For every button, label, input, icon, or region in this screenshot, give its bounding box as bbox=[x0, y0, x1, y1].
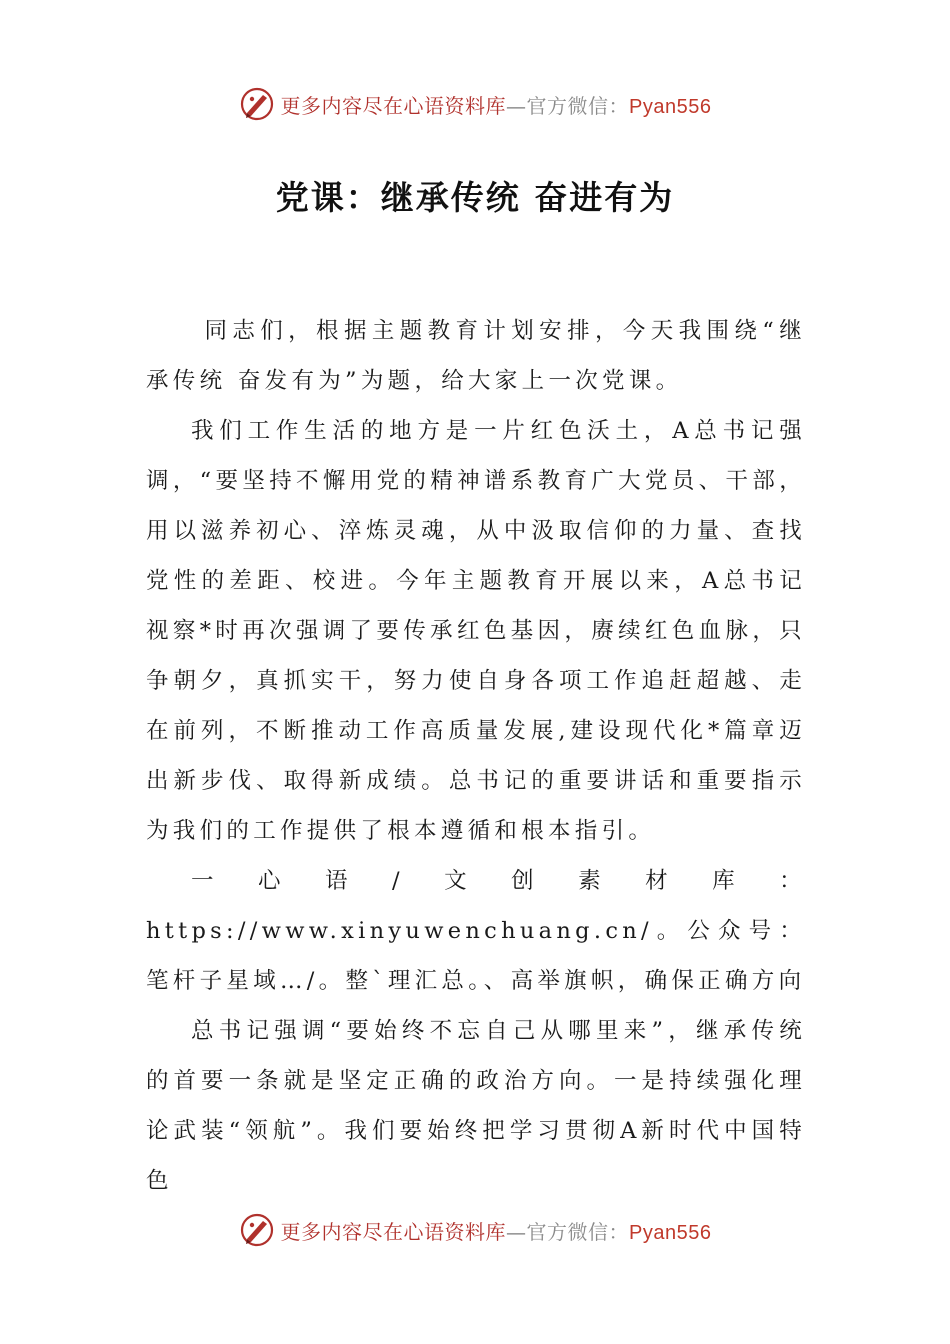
banner-main-text: 更多内容尽在心语资料库 bbox=[280, 93, 507, 118]
banner-text bbox=[281, 1216, 712, 1245]
banner-main-text: 更多内容尽在心语资料库 bbox=[280, 1219, 507, 1244]
document-title: 党课：继承传统 奋进有为 bbox=[275, 178, 675, 217]
banner-dash: — bbox=[506, 1219, 527, 1244]
banner-handle: Pyan556 bbox=[629, 95, 712, 118]
banner-wechat-label: 官方微信： bbox=[526, 93, 630, 118]
pen-logo-icon bbox=[239, 86, 275, 122]
paragraph: 我们工作生活的地方是一片红色沃土，A总书记强调，“要坚持不懈用党的精神谱系教育广大党员、干部，用以滋养初心、淬炼灵魂，从中汲取信仰的力量、查找党性的差距、校进。今年主题教育开展以来，A总书记视察*时再次强调了要传承红色基因，赓续红色血脉，只争朝夕，真抓实干，努力使自身各项工作追赶超越、走在前列，不断推动工作高质量发展,建设现代化*篇章迈出新步伐、取得新成绩。总书记的重要讲话和重要指示为我们的工作提供了根本遵循和根本指引。 bbox=[146, 418, 806, 844]
paragraph: 一心语/文创素材库：https://www.xinyuwenchuang.cn/。公众号：笔杆子星域…/。整`理汇总。、高举旗帜，确保正确方向 bbox=[146, 868, 806, 994]
banner-wechat-label: 官方微信： bbox=[526, 1219, 630, 1244]
banner-text bbox=[281, 90, 712, 119]
header-banner bbox=[0, 82, 950, 126]
banner-handle: Pyan556 bbox=[629, 1221, 712, 1244]
pen-logo-icon bbox=[239, 1212, 275, 1248]
footer-banner bbox=[0, 1208, 950, 1252]
banner-dash: — bbox=[506, 93, 527, 118]
paragraph: 总书记强调“要始终不忘自己从哪里来”，继承传统的首要一条就是坚定正确的政治方向。一是持续强化理论武装“领航”。我们要始终把学习贯彻A新时代中国特色 bbox=[146, 1018, 806, 1194]
paragraph: 同志们，根据主题教育计划安排，今天我围绕“继承传统 奋发有为”为题，给大家上一次党课。 bbox=[146, 318, 806, 394]
document-body bbox=[146, 306, 806, 1206]
